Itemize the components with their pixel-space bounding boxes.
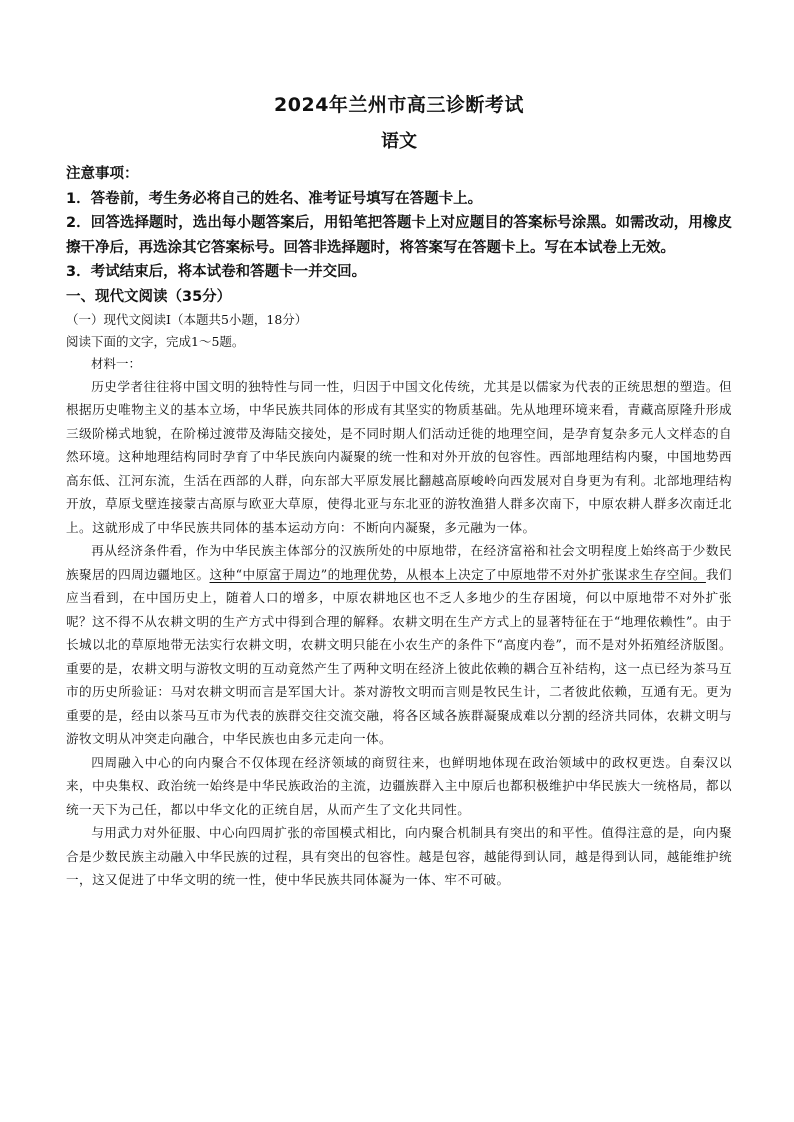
- sub-section-title: （一）现代文阅读Ⅰ（本题共5小题，18分）: [66, 311, 308, 327]
- exam-subject: 语文: [381, 131, 417, 152]
- reading-instruction: 阅读下面的文字，完成1～5题。: [66, 333, 245, 349]
- material-label: 材料一：: [91, 355, 142, 371]
- paragraph-4: 与用武力对外征服、中心向四周扩张的帝国模式相比，向内聚合机制具有突出的和平性。值得注意的是，向内聚合是少数民族主动融入中华民族的过程，具有突出的包容性。越是包容，越能得到认同，越是得到认同，越能维护统一，这又促进了中华文明的统一性，使中华民族共同体凝为一体、牢不可破。: [66, 825, 732, 887]
- paragraph-2: [66, 539, 732, 751]
- section-one: [66, 285, 732, 892]
- note-item-3: 3．考试结束后，将本试卷和答题卡一并交回。: [66, 264, 367, 280]
- note-item-1: 1．答卷前，考生务必将自己的姓名、准考证号填写在答题卡上。: [66, 190, 483, 207]
- paragraph-3: 四周融入中心的向内聚合不仅体现在经济领域的商贸往来，也鲜明地体现在政治领域中的政权更迭。自秦汉以来，中央集权、政治统一始终是中华民族政治的主流，边疆族群入主中原后也都积极维护中华民族大一统格局，都以统一天下为己任，都以中华文化的正统自居，从而产生了文化共同性。: [66, 754, 732, 817]
- paragraph-1: 历史学者往往将中国文明的独特性与同一性，归因于中国文化传统，尤其是以儒家为代表的正统思想的塑造。但根据历史唯物主义的基本立场，中华民族共同体的形成有其坚实的物质基础。先从地理环境来看，青藏高原隆升形成三级阶梯式地貌，在阶梯过渡带及海陆交接处，是不同时期人们活动迁徙的地理空间，是孕育复杂多元人文样态的自然环境。这种地理结构同时孕育了中华民族向内凝聚的统一性和对外开放的包容性。西部地理结构内聚，中国地势西高东低、江河东流，生活在西部的人群，向东部大平原发展比翻越高原峻岭向西发展对自身更为有利。北部地理结构开放，草原戈壁连接蒙古高原与欧亚大草原，使得北亚与东北亚的游牧渔猎人群多次南下，中原农耕人群多次南迁北上。这就形成了中华民族共同体的基本运动方向：不断向内凝聚，多元融为一体。: [66, 378, 732, 535]
- notes-heading: 注意事项：: [66, 166, 139, 182]
- section-title: 一、现代文阅读（35分）: [66, 288, 232, 305]
- underlined-sentence: 这种“中原富于周边”的地理优势，从根本上决定了中原地带不对外扩张谋求生存空间。: [209, 566, 706, 582]
- exam-page: [66, 92, 732, 892]
- paragraph-2-lead: 再从经济条件看，作为中华民族主体部分的汉族所处的中原地带，在经济富裕和社会文明程度上始终高于少数民族聚居的四周边疆地区。: [66, 543, 732, 582]
- note-item-2: 2．回答选择题时，选出每小题答案后，用铅笔把答题卡上对应题目的答案标号涂黑。如需改动，用橡皮擦干净后，再选涂其它答案标号。回答非选择题时，将答案写在答题卡上。写在本试卷上无效。: [66, 215, 732, 256]
- notes-block: [66, 162, 732, 285]
- paragraph-2-rest: 我们应当看到，在中国历史上，随着人口的增多，中原农耕地区也不乏人多地少的生存困境，何以中原地带不对外扩张呢？这不得不从农耕文明的生产方式中得到合理的解释。农耕文明在生产方式上的显著特征在于“地理依赖性”。由于长城以北的草原地带无法实行农耕文明，农耕文明只能在小农生产的条件下“高度内卷”，而不是对外拓殖经济版图。重要的是，农耕文明与游牧文明的互动竟然产生了两种文明在经济上彼此依赖的耦合互补结构，这一点已经为茶马互市的历史所验证：马对农耕文明而言是军国大计。茶对游牧文明而言则是牧民生计，二者彼此依赖，互通有无。更为重要的是，经由以茶马互市为代表的族群交往交流交融，将各区域各族群凝聚成难以分割的经济共同体，农耕文明与游牧文明从冲突走向融合，中华民族也由多元走向一体。: [66, 566, 733, 746]
- exam-title: 2024年兰州市高三诊断考试: [274, 94, 524, 116]
